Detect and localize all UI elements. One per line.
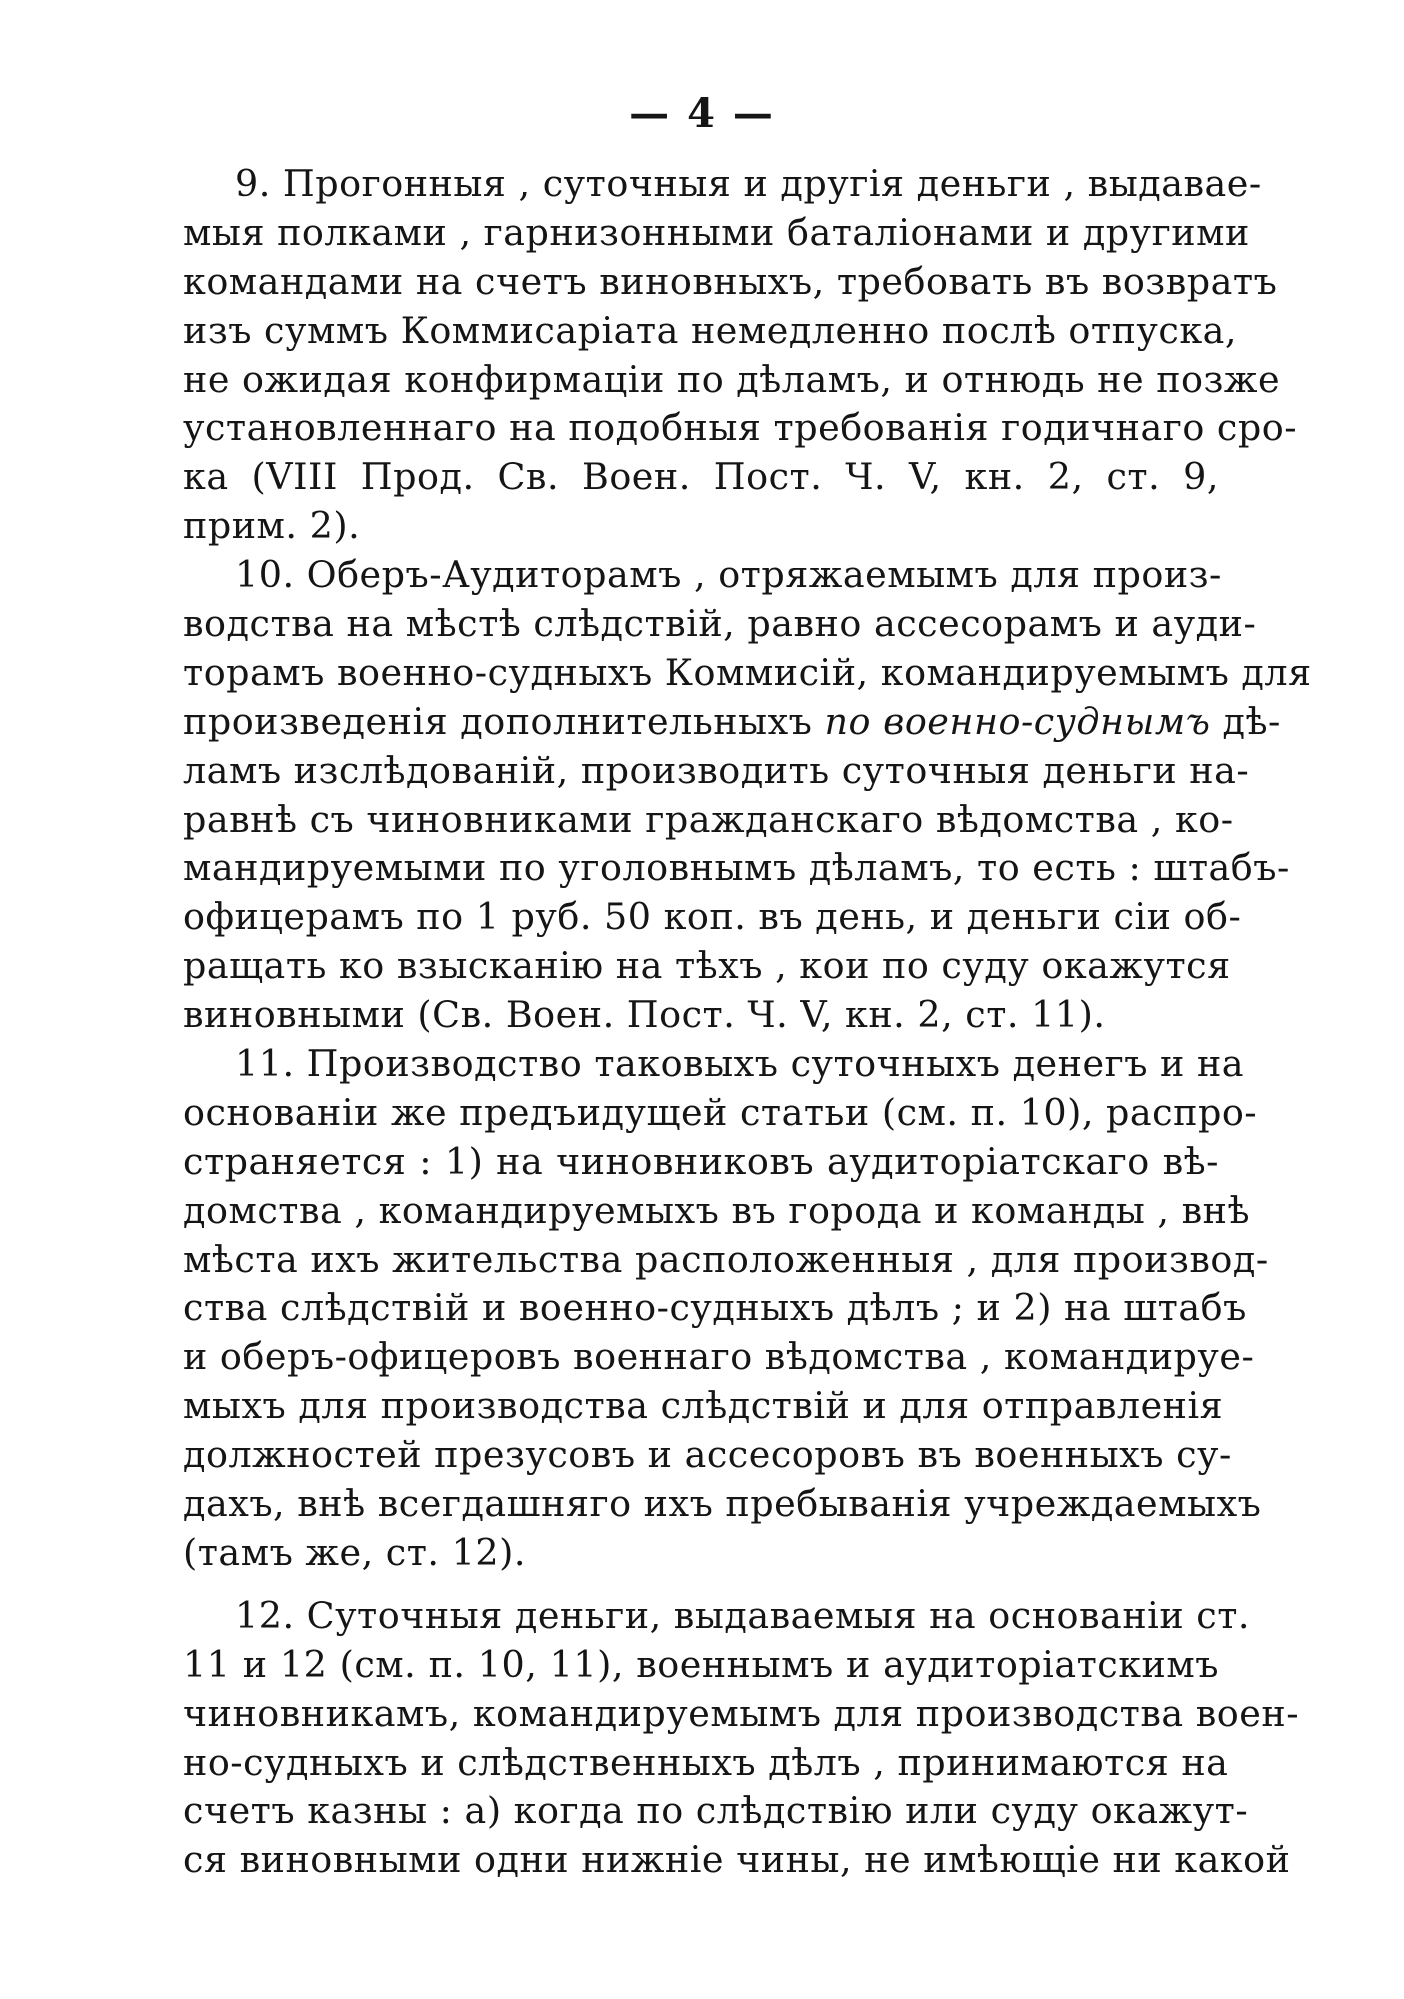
text-line: чиновникамъ, командируемымъ для производства воен-: [183, 1691, 1300, 1735]
text-line: дахъ, внѣ всегдашняго ихъ пребыванія учреждаемыхъ: [183, 1482, 1262, 1526]
text-line: основаніи же предъидущей статьи (см. п. 10), распро-: [183, 1090, 1258, 1134]
text-line: ства слѣдствій и военно-судныхъ дѣлъ ; и 2) на штабъ: [183, 1286, 1247, 1330]
page-number: — 4 —: [629, 90, 775, 137]
text-line: 10. Оберъ-Аудиторамъ , отряжаемымъ для произ-: [235, 553, 1222, 597]
text-segment: произведенія дополнительныхъ: [183, 699, 825, 743]
text-line: водства на мѣстѣ слѣдствій, равно ассесорамъ и ауди-: [183, 602, 1257, 646]
text-line: [183, 698, 1281, 747]
paragraph-11: [183, 1040, 1269, 1578]
italic-phrase: по военно-суднымъ: [824, 699, 1211, 743]
text-line: ращать ко взысканію на тѣхъ , кои по суду окажутся: [183, 944, 1231, 988]
text-line: установленнаго на подобныя требованія годичнаго сро-: [183, 406, 1298, 450]
text-line: 11 и 12 (см. п. 10, 11), военнымъ и аудиторіатскимъ: [183, 1642, 1219, 1686]
paragraph-9: [183, 160, 1298, 551]
text-line: торамъ военно-судныхъ Коммисій, командируемымъ для: [183, 650, 1312, 694]
paragraph-12: [183, 1592, 1300, 1885]
text-line: виновными (Св. Воен. Пост. Ч. V, кн. 2, ст. 11).: [183, 993, 1106, 1037]
text-line: ся виновными одни нижніе чины, не имѣющіе ни какой: [183, 1838, 1291, 1882]
text-line: страняется : 1) на чиновниковъ аудиторіатскаго вѣ-: [183, 1139, 1219, 1183]
text-segment: дѣ-: [1210, 699, 1281, 743]
text-line: 12. Суточныя деньги, выдаваемыя на основаніи ст.: [235, 1593, 1250, 1637]
text-line: домства , командируемыхъ въ города и команды , внѣ: [183, 1188, 1251, 1232]
text-line: но-судныхъ и слѣдственныхъ дѣлъ , принимаются на: [183, 1740, 1229, 1784]
body-text: [183, 160, 1312, 1885]
text-line: прим. 2).: [183, 504, 361, 548]
text-line: 11. Производство таковыхъ суточныхъ денегъ и на: [235, 1042, 1245, 1086]
text-line: мыя полками , гарнизонными баталіонами и другими: [183, 210, 1250, 254]
text-line: равнѣ съ чиновниками гражданскаго вѣдомства , ко-: [183, 797, 1234, 841]
paragraph-10: [183, 551, 1312, 1040]
text-line: командами на счетъ виновныхъ, требовать въ возвратъ: [183, 259, 1278, 303]
text-line: изъ суммъ Коммисаріата немедленно послѣ отпуска,: [183, 308, 1238, 352]
text-line: мѣста ихъ жительства расположенныя , для производ-: [183, 1237, 1269, 1281]
text-line: должностей презусовъ и ассесоровъ въ военныхъ су-: [183, 1433, 1232, 1477]
text-line: не ожидая конфирмаціи по дѣламъ, и отнюдь не позже: [183, 357, 1281, 401]
text-line: счетъ казны : а) когда по слѣдствію или суду окажут-: [183, 1789, 1249, 1833]
text-line: офицерамъ по 1 руб. 50 коп. въ день, и деньги сіи об-: [183, 895, 1242, 939]
text-line: ка (VIII Прод. Св. Воен. Пост. Ч. V, кн. 2, ст. 9,: [183, 455, 1219, 499]
text-line: и оберъ-офицеровъ военнаго вѣдомства , командируе-: [183, 1335, 1255, 1379]
text-line: 9. Прогонныя , суточныя и другія деньги , выдавае-: [235, 162, 1262, 205]
text-line: (тамъ же, ст. 12).: [183, 1530, 526, 1574]
text-line: ламъ изслѣдованій, производить суточныя деньги на-: [183, 748, 1250, 792]
text-line: мыхъ для производства слѣдствій и для отправленія: [183, 1384, 1224, 1428]
text-line: мандируемыми по уголовнымъ дѣламъ, то есть : штабъ-: [183, 846, 1290, 890]
